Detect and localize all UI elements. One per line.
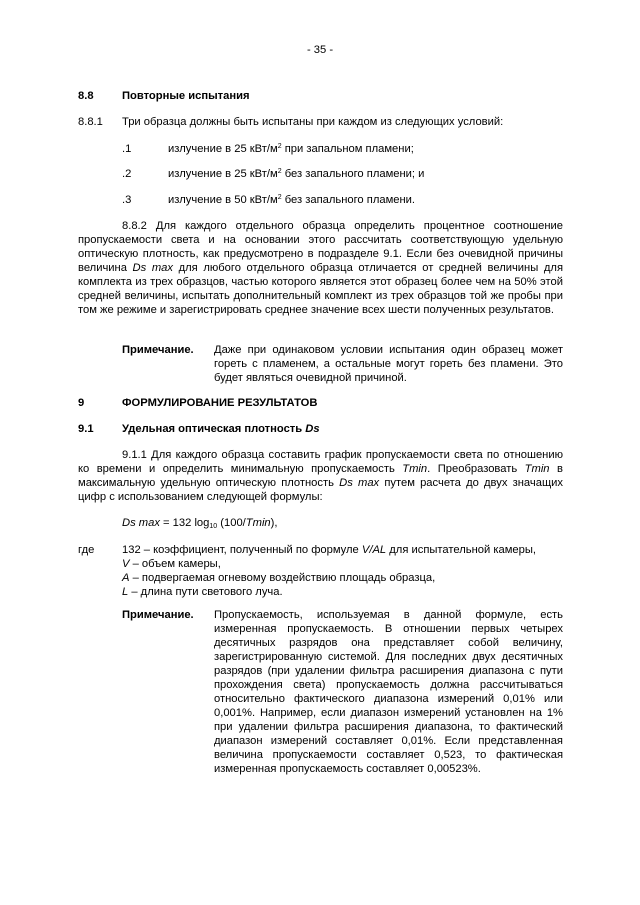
para-9-1-1: 9.1.1 Для каждого образца составить график пропускаемости света по отношению ко времени и определить минимальную пропускаемость Tmin. Преобразовать Tmin в максимальную удельную оптическую плотность Ds max путем расчета до двух значащих цифр с использованием следующей формулы: <box>78 449 564 503</box>
note-1-label: Примечание. <box>122 344 194 356</box>
section-9-number: 9 <box>78 397 85 409</box>
note-2-label: Примечание. <box>122 609 194 621</box>
list-item-2-text: излучение в 25 кВт/$м^2$ без запального пламени; и <box>168 168 425 180</box>
section-9-title: ФОРМУЛИРОВАНИЕ РЕЗУЛЬТАТОВ <box>122 397 318 409</box>
list-item-1-text: излучение в 25 кВт/$м^2$ при запальном пламени; <box>168 143 414 155</box>
para-8-8-1-number: 8.8.1 <box>78 116 103 128</box>
list-item-3-text: излучение в 50 кВт/$м^2$ без запального пламени. <box>168 194 416 206</box>
formula: Ds max = 132 $\log_{10} (100/Tmin)$, <box>122 517 278 530</box>
note-2-text: Пропускаемость, используемая в данной формуле, есть измеренная пропускаемость. В отношении первых четырех десятичных разрядов она представляет собой величину, зарегистрированную системой. Для последних двух десятичных разрядов (при удалении фильтра расширения диапазона с пути прохождения света) пропускаемость должна рассчитываться относительно фактического диапазона измерений 0,01% или 0,001%. Например, если диапазон измерений установлен на 1% при удалении фильтра расширения диапазона, то фактический диапазон измерений составляет 0,01%. Если представленная величина пропускаемости составляет 0,523, то фактическая измеренная пропускаемость составляет 0,00523%. <box>214 609 563 775</box>
section-8-8-number: 8.8 <box>78 90 94 102</box>
where-line-1: 132 – коэффициент, полученный по формуле V/AL для испытательной камеры, <box>122 544 537 556</box>
list-item-1-number: .1 <box>122 143 132 155</box>
page-number: - 35 - <box>306 44 334 56</box>
para-8-8-2-number: 8.8.2 <box>122 220 147 232</box>
note-1-text: Даже при одинаковом условии испытания один образец может гореть с пламенем, а остальные могут гореть без пламени. Это будет являться очевидной причиной. <box>214 344 563 384</box>
where-line-4: L – длина пути светового луча. <box>122 586 283 598</box>
list-item-3-number: .3 <box>122 194 132 206</box>
list-item-2-number: .2 <box>122 168 132 180</box>
where-line-2: V – объем камеры, <box>122 558 221 570</box>
where-line-3: A – подвергаемая огневому воздействию площадь образца, <box>122 572 436 584</box>
section-9-1-number: 9.1 <box>78 423 94 435</box>
section-8-8-title: Повторные испытания <box>122 90 250 102</box>
para-8-8-2: 8.8.2 Для каждого отдельного образца определить процентное соотношение пропускаемости света и на основании этого рассчитать соответствующую удельную оптическую плотность, как предусмотрено в подразделе 9.1. Если без очевидной причины величина Ds max для любого отдельного образца отличается от средней величины для комплекта из трех образцов, частью которого является этот образец более чем на 50% этой средней величины, испытать дополнительный комплект из трех образцов той же пробы при том же режиме и зарегистрировать среднее значение всех шести полученных результатов. <box>78 220 563 316</box>
section-9-1-title: Удельная оптическая плотность Ds <box>122 423 320 435</box>
para-9-1-1-number: 9.1.1 <box>122 449 147 461</box>
para-8-8-1-text: Три образца должны быть испытаны при каждом из следующих условий: <box>122 116 504 128</box>
where-label: где <box>78 544 95 556</box>
